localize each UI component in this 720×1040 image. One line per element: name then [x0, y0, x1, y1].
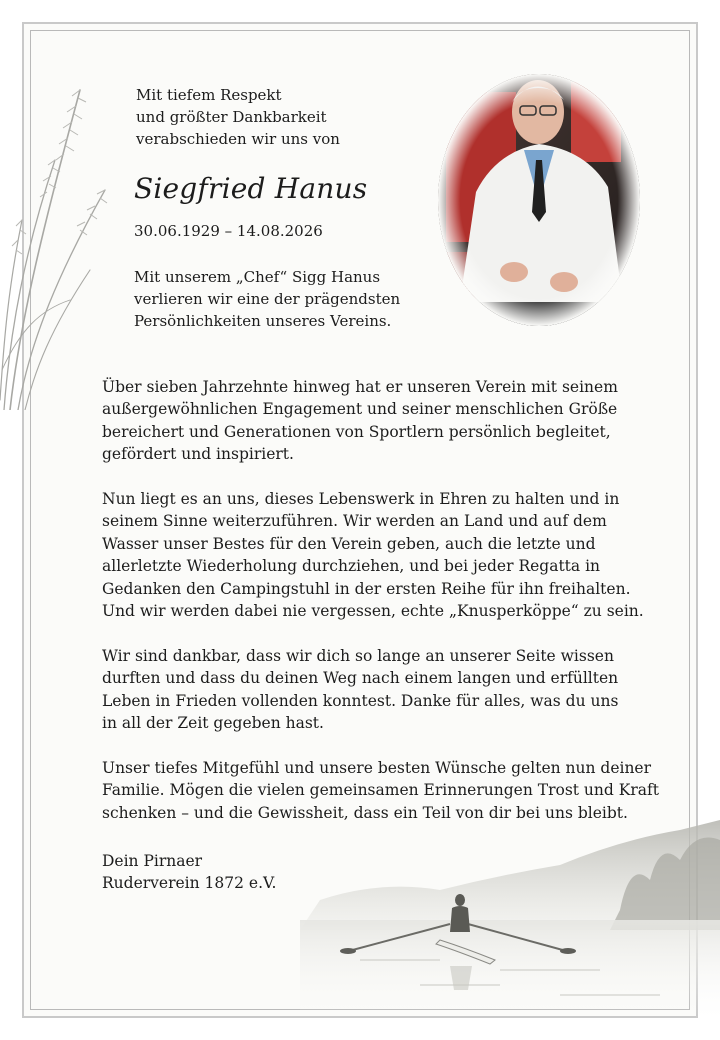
text-line: Über sieben Jahrzehnte hinweg hat er unseren Verein mit seinem: [102, 378, 618, 396]
text-line: Wir sind dankbar, dass wir dich so lange an unserer Seite wissen: [102, 646, 614, 665]
text-line: außergewöhnlichen Engagement und seiner menschlichen Größe: [102, 400, 618, 419]
paragraph: [102, 488, 662, 622]
intro-line: Mit tiefem Respekt: [136, 86, 282, 104]
text-line: Wasser unser Bestes für den Verein geben, auch die letzte und: [102, 534, 596, 553]
paragraph: [102, 757, 662, 824]
text-line: Nun liegt es an uns, dieses Lebenswerk in Ehren zu halten und in: [102, 490, 620, 509]
chef-line: Persönlichkeiten unseres Vereins.: [134, 312, 392, 330]
text-line: durften und dass du deinen Weg nach einem langen und erfüllten: [102, 669, 619, 688]
chef-line: verlieren wir eine der prägendsten: [134, 290, 401, 308]
text-line: allerletzte Wiederholung durchziehen, und bei jeder Regatta in: [102, 557, 601, 576]
reed-grass-illustration: [0, 70, 120, 410]
intro-text: [136, 84, 340, 150]
text-line: Familie. Mögen die vielen gemeinsamen Erinnerungen Trost und Kraft: [102, 781, 659, 800]
signature: [102, 850, 276, 895]
text-line: Leben in Frieden vollenden konntest. Danke für alles, was du uns: [102, 691, 619, 710]
life-dates: 30.06.1929 – 14.08.2026: [134, 222, 323, 240]
intro-line: und größter Dankbarkeit: [136, 108, 327, 126]
text-line: Unser tiefes Mitgefühl und unsere besten Wünsche gelten nun deiner: [102, 758, 652, 777]
signature-line: Dein Pirnaer: [102, 852, 203, 870]
text-line: seinem Sinne weiterzuführen. Wir werden an Land und auf dem: [102, 512, 607, 531]
signature-line: Ruderverein 1872 e.V.: [102, 874, 277, 893]
chef-text: [134, 266, 400, 332]
text-line: gefördert und inspiriert.: [102, 445, 294, 464]
text-line: Und wir werden dabei nie vergessen, echte „Knusperköppe“ zu sein.: [102, 602, 644, 621]
text-line: bereichert und Generationen von Sportlern persönlich begleitet,: [102, 422, 611, 441]
rower-on-lake-illustration: [300, 820, 720, 1020]
paragraph: [102, 645, 662, 735]
chef-line: Mit unserem „Chef“ Sigg Hanus: [134, 268, 381, 286]
intro-line: verabschieden wir uns von: [136, 130, 340, 148]
portrait-photo: [436, 72, 642, 328]
text-line: in all der Zeit gegeben hast.: [102, 714, 324, 733]
text-line: Gedanken den Campingstuhl in der ersten Reihe für ihn freihalten.: [102, 579, 631, 598]
deceased-name: Siegfried Hanus: [134, 172, 368, 205]
main-text: [102, 376, 662, 846]
text-line: schenken – und die Gewissheit, dass ein Teil von dir bei uns bleibt.: [102, 803, 628, 822]
paragraph: [102, 376, 662, 466]
